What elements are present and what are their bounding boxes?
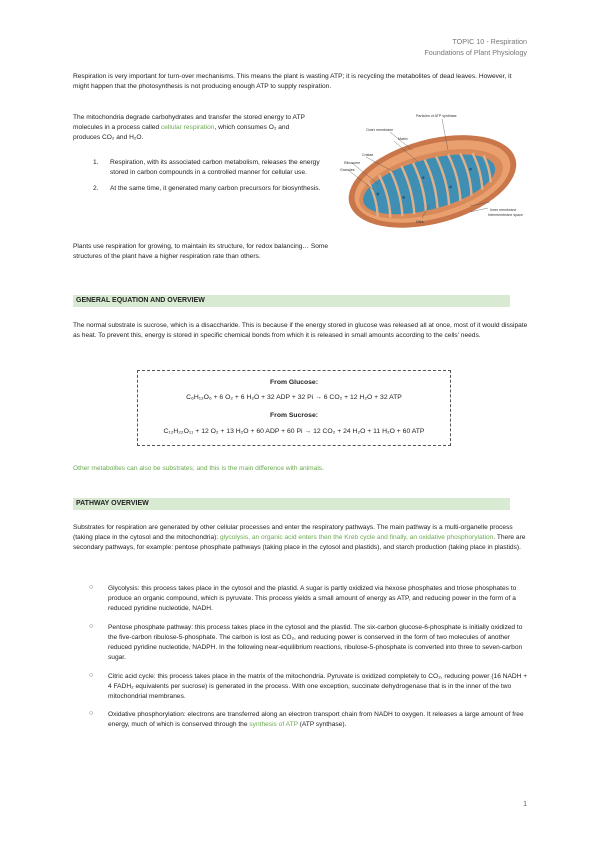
header-course: Foundations of Plant Physiology	[424, 48, 527, 58]
label-cristae: Cristae	[362, 153, 374, 157]
label-outer-membrane: Outer membrane	[366, 128, 394, 132]
bullet-circle-icon: ○	[89, 710, 94, 718]
list-item: ○ Pentose phosphate pathway: this process takes place in the cytosol and the plastid. The six-carbon glucose-6-phosphate is initially oxidized to the five-carbon ribulose-5-phosphate. The carbon is lost as CO₂, and reducing power is conserved in the form of two molecules of another reduced pyridine nucleotide, NADPH. In the following near-equilibrium reactions, ribulose-5-phosphate is converted into three to seven-carbon sugar.	[89, 622, 523, 662]
atp-synthesis-term: synthesis of ATP	[249, 721, 298, 729]
pathway-paragraph: Substrates for respiration are generated by other cellular processes and enter the respiratory pathways. The main pathway is a multi-organelle process (taking place in the cytosol and the mitochondria): glycolysis, an organic acid enters then the Kreb cycle and finally, an oxidative phosphorylation. There are secondary pathways, for example: pentose phosphate pathways (taking place in the cytosol and plastids), and starch production (taking place in plastids).	[73, 524, 526, 552]
list-item: ○ Citric acid cycle: this process takes place in the matrix of the mitochondria. Pyruvate is oxidized completely to CO₂, reducing power (16 NADH + 4 FADH₂ equivalents per sucrose) is generated in the process. With one exception, succinate dehydrogenase that is in the inner of the two mitochondrial membranes.	[89, 671, 528, 700]
glucose-title: From Glucose:	[270, 379, 318, 386]
label-matrix: Matrix	[398, 137, 408, 141]
sucrose-title: From Sucrose:	[270, 412, 318, 420]
label-granules: Granules	[340, 168, 355, 172]
header-topic: TOPIC 10 - Respiration	[452, 37, 527, 46]
page-header	[424, 36, 527, 58]
intro-paragraph: Respiration is very important for turn-over mechanisms. This means the plant is wasting ATP; it is recycling the metabolites of dead leaves. However, it might happen that the photosynthesis is not producing enough ATP to supply respiration.	[73, 73, 512, 91]
equation-box	[137, 370, 451, 446]
label-atp-synthase: Particles of ATP synthase	[416, 114, 457, 118]
list-item: ○ Oxidative phosphorylation: electrons are transferred along an electron transport chain from NADH to oxygen. It releases a large amount of free energy, much of which is conserved through the synthesis of ATP (ATP synthase).	[89, 710, 524, 729]
mitochondrion-diagram	[330, 110, 530, 240]
main-pathway-highlight: glycolysis, an organic acid enters then the Kreb cycle and finally, an oxidative phosphorylation	[219, 534, 494, 542]
bullet-circle-icon: ○	[89, 584, 94, 591]
plants-paragraph: Plants use respiration for growing, to maintain its structure, for redox balancing… Some structures of the plant have a higher respiration rate than others.	[73, 243, 329, 261]
section-title-general-equation: GENERAL EQUATION AND OVERVIEW	[73, 295, 510, 307]
substrate-paragraph: The normal substrate is sucrose, which is a disaccharide. This is because if the energy stored in glucose was released all at once, most of it would dissipate as heat. To prevent this, energy is stored in specific chemical bonds from which it is released in small amounts according to the cells' needs.	[73, 322, 528, 340]
label-ribosome: Ribosome	[344, 161, 361, 165]
pathway-bullets	[73, 584, 529, 739]
respiration-list	[73, 158, 335, 201]
bullet-circle-icon: ○	[89, 622, 94, 630]
list-item: ○ Glycolysis: this process takes place in the cytosol and the plastid. A sugar is partly oxidized via hexose phosphates and triose phosphates to produce an organic compound, which is pyruvate. This process yields a small amount of energy as ATP, and reducing power in the form of a reduced pyridine nucleotide, NADH.	[89, 584, 517, 613]
sucrose-equation: C₁₂H₂₂O₁₁ + 12 O₂ + 13 H₂O + 60 ADP + 60 Pi → 12 CO₂ + 24 H₂O + 11 H₂O + 60 ATP	[163, 427, 425, 435]
list-item: 2. At the same time, it generated many carbon precursors for biosynthesis.	[93, 185, 321, 193]
section-title-pathway-overview: PATHWAY OVERVIEW	[73, 498, 510, 510]
label-dna: DNA	[416, 220, 424, 224]
label-intermembrane-space: Intermembrane space	[488, 213, 523, 217]
page-number: 1	[523, 801, 527, 808]
bullet-circle-icon: ○	[89, 671, 94, 679]
metabolites-note: Other metabolites can also be substrates; and this is the main difference with animals.	[73, 465, 324, 472]
mitochondria-paragraph: The mitochondria degrade carbohydrates and transfer the stored energy to ATP molecules in a process called cellular respiration, which consumes O₂ and produces CO₂ and H₂O.	[73, 114, 305, 142]
label-inner-membrane: Inner membrane	[490, 208, 517, 212]
list-item: 1. Respiration, with its associated carbon metabolism, releases the energy stored in carbon compounds in a controlled manner for cellular use.	[93, 159, 320, 177]
cellular-respiration-term: cellular respiration	[160, 124, 215, 132]
glucose-equation: C₆H₁₂O₆ + 6 O₂ + 6 H₂O + 32 ADP + 32 Pi → 6 CO₂ + 12 H₂O + 32 ATP	[186, 394, 402, 402]
